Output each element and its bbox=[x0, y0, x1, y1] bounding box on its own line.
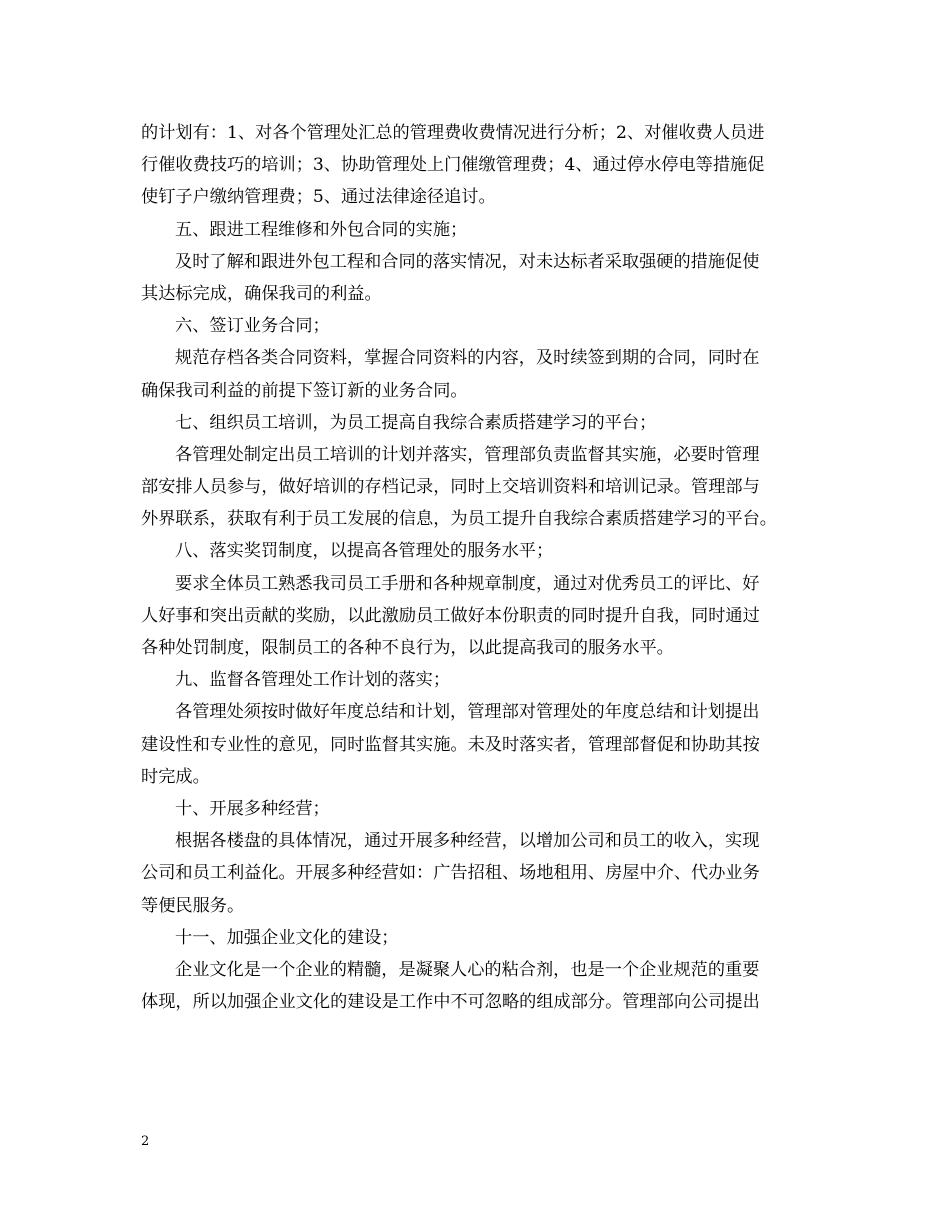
text-line: 及时了解和跟进外包工程和合同的落实情况，对未达标者采取强硬的措施促使 bbox=[175, 251, 760, 272]
text-line: 各管理处制定出员工培训的计划并落实，管理部负责监督其实施，必要时管理 bbox=[175, 444, 760, 465]
text-line: 六、签订业务合同； bbox=[175, 316, 330, 337]
text-line: 其达标完成，确保我司的利益。 bbox=[141, 283, 382, 304]
text-line: 建设性和专业性的意见，同时监督其实施。未及时落实者，管理部督促和协助其按 bbox=[141, 734, 760, 755]
text-line: 部安排人员参与，做好培训的存档记录，同时上交培训资料和培训记录。管理部与 bbox=[141, 477, 760, 498]
text-line: 规范存档各类合同资料，掌握合同资料的内容，及时续签到期的合同，同时在 bbox=[175, 348, 760, 369]
text-line: 人好事和突出贡献的奖励，以此激励员工做好本份职责的同时提升自我，同时通过 bbox=[141, 605, 760, 626]
text-line: 等便民服务。 bbox=[141, 895, 245, 916]
text-line: 十一、加强企业文化的建设； bbox=[175, 927, 399, 948]
text-line: 的计划有：1、对各个管理处汇总的管理费收费情况进行分析；2、对催收费人员进 bbox=[141, 123, 765, 143]
text-line: 行催收费技巧的培训；3、协助管理处上门催缴管理费；4、通过停水停电等措施促 bbox=[141, 155, 765, 176]
text-line: 外界联系，获取有利于员工发展的信息，为员工提升自我综合素质搭建学习的平台。 bbox=[141, 509, 777, 530]
text-line: 十、开展多种经营； bbox=[175, 798, 330, 819]
text-line: 公司和员工利益化。开展多种经营如：广告招租、场地租用、房屋中介、代办业务 bbox=[141, 863, 760, 884]
page-number: 2 bbox=[141, 1134, 150, 1149]
text-line: 使钉子户缴纳管理费；5、通过法律途径追讨。 bbox=[141, 187, 496, 208]
text-line: 体现，所以加强企业文化的建设是工作中不可忽略的组成部分。管理部向公司提出 bbox=[141, 992, 760, 1013]
text-line: 要求全体员工熟悉我司员工手册和各种规章制度，通过对优秀员工的评比、好 bbox=[175, 573, 760, 594]
text-line: 八、落实奖罚制度，以提高各管理处的服务水平； bbox=[175, 541, 554, 562]
text-line: 九、监督各管理处工作计划的落实； bbox=[175, 670, 451, 691]
text-line: 企业文化是一个企业的精髓，是凝聚人心的粘合剂，也是一个企业规范的重要 bbox=[175, 959, 760, 980]
text-line: 五、跟进工程维修和外包合同的实施； bbox=[175, 219, 468, 240]
text-line: 确保我司利益的前提下签订新的业务合同。 bbox=[141, 380, 468, 401]
text-line: 时完成。 bbox=[141, 766, 210, 787]
text-line: 根据各楼盘的具体情况，通过开展多种经营，以增加公司和员工的收入，实现 bbox=[175, 831, 760, 852]
text-line: 各种处罚制度，限制员工的各种不良行为，以此提高我司的服务水平。 bbox=[141, 638, 674, 658]
text-line: 七、组织员工培训，为员工提高自我综合素质搭建学习的平台； bbox=[175, 412, 657, 433]
body-text bbox=[141, 117, 831, 1018]
text-line: 各管理处须按时做好年度总结和计划，管理部对管理处的年度总结和计划提出 bbox=[175, 702, 760, 723]
